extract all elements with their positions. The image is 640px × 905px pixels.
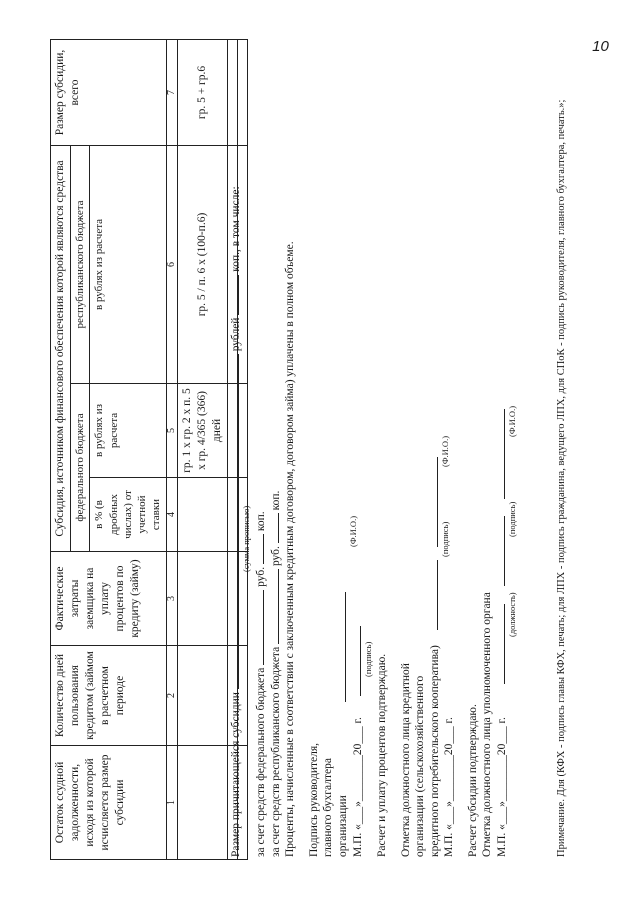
formula-row — [177, 39, 227, 859]
authority-signature-line: М.П. «___»________20___ г. (должность) (подпись) (Ф.И.О.) — [496, 405, 517, 857]
formula-col5: гр. 1 х гр. 2 х п. 5 х гр. 4/365 (366) дней — [177, 384, 227, 478]
credit-org-signature-line: кредитного потребительского кооператива) (подпись) (Ф.И.О.) — [429, 435, 450, 857]
date-signature-line: М.П. «___»________20___ г. (подпись) — [350, 37, 365, 857]
amount-words-caption: (сумма прописью) — [241, 505, 251, 572]
signature-field[interactable] — [350, 626, 361, 696]
col-num: 4 — [166, 478, 177, 552]
col-num: 1 — [166, 746, 177, 860]
col-num: 5 — [166, 384, 177, 478]
header-total-subsidy: Размер субсидии, всего — [51, 39, 167, 145]
formula-col6: гр. 5 / п. 6 х (100-п.6) — [177, 145, 227, 383]
confirm-subsidy-text: Расчет субсидии подтверждаю. — [467, 704, 479, 857]
interest-paid-statement: Проценты, начисленные в соответствии с заключенным кредитным договором, договором займа) уплачены в полном объеме. — [284, 241, 296, 857]
federal-amount-line: за счет средств федерального бюджета руб. коп. — [255, 511, 267, 857]
header-federal-rub: в рублях из расчета — [90, 384, 166, 478]
republic-amount-line: за счет средств республиканского бюджета руб. коп. — [270, 490, 282, 857]
header-republic: республиканского бюджета — [70, 145, 89, 383]
confirm-interest-text: Расчет и уплату процентов подтверждаю. — [376, 653, 388, 857]
column-numbers-row — [166, 39, 177, 859]
header-subsidy-group: Субсидия, источником финансового обеспечения которой являются средства — [51, 145, 71, 551]
form-body: Размер причитающейся субсидии рублей коп., в том числе: (сумма прописью) за счет средств федерального бюджета руб. коп. за счет средств республиканского бюджета руб. коп. Проценты, начисленные в соответствии с заключенным кредитным договором, договором займа) уплачены в полном объеме. Подпись руководителя, главного бухгалтера организации (Ф.И.О.) М.П. «___»________20___ г. (подпись) Расчет и уплату процентов подтверждаю. Отметка должностного лица кредитной организации (сельскохозяйственного кредитного потребительского кооператива) (подпись) (Ф.И.О.) М.П. «___»________20___ г. Расчет субсидии подтверждаю. Отметка должностного лица уполномоченного органа М.П. «___»________20___ г. (должность) (подпись) (Ф.И.О.) — [228, 37, 509, 857]
fio-field[interactable] — [335, 592, 346, 702]
page-number: 10 — [592, 38, 609, 56]
header-republic-rub: в рублях из расчета — [90, 145, 166, 383]
col-num: 3 — [166, 552, 177, 646]
formula-col7: гр. 5 + гр.6 — [177, 39, 227, 145]
table-header-row — [51, 39, 71, 859]
col-num: 6 — [166, 145, 177, 383]
amount-words-field[interactable] — [228, 354, 239, 689]
header-federal-percent: в % (в дробных числах) от учетной ставки — [90, 478, 166, 552]
subsidy-calculation-table — [50, 39, 251, 860]
header-actual-costs: Фактические затраты заемщика на уплату процентов по кредиту (займу) — [51, 552, 167, 646]
subsidy-amount-line: Размер причитающейся субсидии рублей коп., в том числе: (сумма прописью) — [230, 186, 251, 857]
header-federal: федерального бюджета — [70, 384, 89, 552]
kop-field[interactable] — [228, 275, 239, 315]
header-debt-balance: Остаток ссудной задолженности, исходя из которой исчисляется размер субсидии — [51, 746, 167, 860]
col-num: 7 — [166, 39, 177, 145]
organisation-signature-line: организации (Ф.И.О.) — [337, 515, 358, 857]
header-days: Количество дней пользования кредитом (займом в расчетном периоде — [51, 646, 167, 746]
footnote: Примечание. Для (КФХ - подпись главы КФХ, печать; для ЛПХ - подпись гражданина, ведущего ЛПХ, для СПоК - подпись руководителя, главного бухгалтера, печать.»; — [556, 99, 567, 857]
col-num: 2 — [166, 646, 177, 746]
